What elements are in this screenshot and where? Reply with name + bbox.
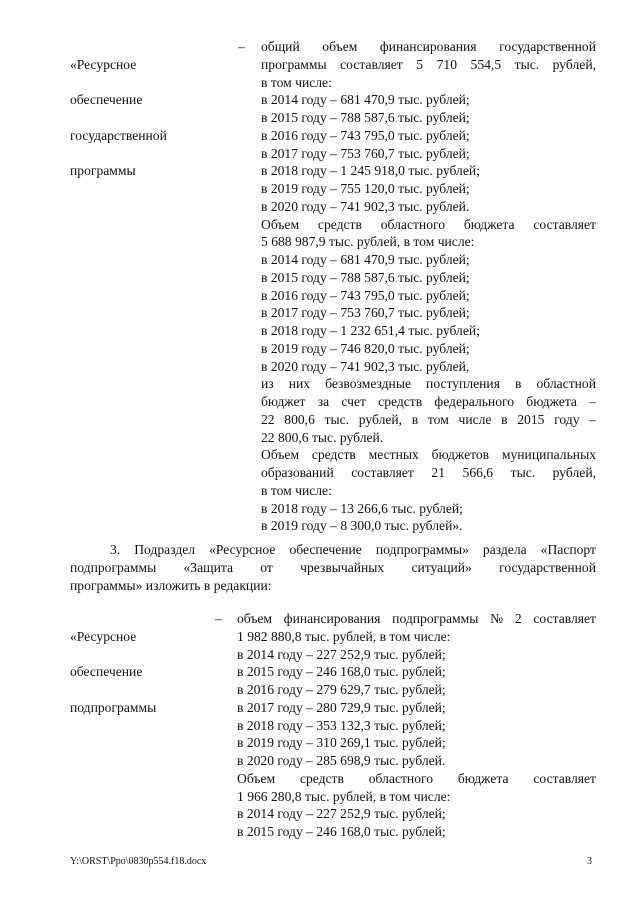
label-line: обеспечение (70, 92, 143, 108)
content-line: в том числе: (261, 74, 332, 90)
content-line: в 2019 году – 755 120,0 тыс. рублей; (261, 181, 470, 196)
content-line: из них безвозмездные поступления в областной (261, 376, 596, 392)
content-line: в 2015 году – 246 168,0 тыс. рублей; (237, 824, 446, 839)
content-line: в 2020 году – 741 902,3 тыс. рублей. (261, 198, 470, 214)
content-line: в 2019 году – 8 300,0 тыс. рублей». (261, 518, 463, 534)
content-line: в 2016 году – 743 795,0 тыс. рублей; (261, 287, 470, 303)
section3-line: программы» изложить в редакции: (70, 577, 272, 593)
content-line: в 2016 году – 743 795,0 тыс. рублей; (261, 127, 470, 143)
content-line: в 2014 году – 227 252,9 тыс. рублей; (237, 806, 446, 822)
block1-label (70, 38, 230, 198)
content-line: в 2015 году – 788 587,6 тыс. рублей; (261, 269, 470, 285)
content-line: бюджет за счет средств федерального бюджета – (261, 394, 596, 409)
content-line: в 2018 году – 1 232 651,4 тыс. рублей; (261, 323, 480, 338)
content-line: в 2019 году – 746 820,0 тыс. рублей; (261, 340, 470, 356)
content-line: в 2014 году – 681 470,9 тыс. рублей; (261, 252, 470, 267)
page-number: 3 (587, 856, 592, 867)
label-dash: – (215, 611, 222, 626)
content-line: общий объем финансирования государственной (261, 39, 596, 54)
content-line: в 2015 году – 246 168,0 тыс. рублей; (237, 664, 446, 680)
content-line: в 2018 году – 1 245 918,0 тыс. рублей; (261, 163, 480, 179)
content-line: в 2017 году – 280 729,9 тыс. рублей; (237, 699, 446, 715)
content-line: в 2015 году – 788 587,6 тыс. рублей; (261, 110, 470, 125)
content-line: в 2017 году – 753 760,7 тыс. рублей; (261, 305, 470, 321)
label-line: «Ресурсное (70, 628, 137, 644)
content-line: в 2014 году – 227 252,9 тыс. рублей; (237, 646, 446, 662)
content-line: в 2014 году – 681 470,9 тыс. рублей; (261, 92, 470, 108)
block2-content (237, 610, 596, 841)
section3-line: подпрограммы «Защита от чрезвычайных ситуаций» государственной (70, 559, 596, 575)
content-line: в 2017 году – 753 760,7 тыс. рублей; (261, 145, 470, 161)
label-line: подпрограммы (70, 699, 157, 715)
block1-content (261, 38, 596, 535)
content-line: в 2020 году – 285 698,9 тыс. рублей. (237, 753, 446, 768)
section3-line: 3. Подраздел «Ресурсное обеспечение подпрограммы» раздела «Паспорт (110, 542, 596, 557)
content-line: Объем средств областного бюджета составляет (261, 216, 596, 232)
content-line: объем финансирования подпрограммы № 2 составляет (237, 611, 596, 626)
label-dash: – (238, 39, 245, 54)
content-line: 1 982 880,8 тыс. рублей, в том числе: (237, 628, 451, 644)
content-line: 22 800,6 тыс. рублей. (261, 429, 384, 445)
content-line: 22 800,6 тыс. рублей, в том числе в 2015 году – (261, 411, 596, 427)
label-line: программы (70, 163, 136, 179)
content-line: 5 688 987,9 тыс. рублей, в том числе: (261, 234, 475, 250)
content-line: Объем средств местных бюджетов муниципальных (261, 447, 596, 463)
label-line: обеспечение (70, 664, 143, 680)
content-line: в 2018 году – 13 266,6 тыс. рублей; (261, 500, 463, 516)
content-line: программы составляет 5 710 554,5 тыс. рублей, (261, 56, 596, 72)
file-path-footer: Y:\ORST\Ppo\0830p554.f18.docx (70, 856, 207, 867)
content-line: в том числе: (261, 482, 332, 498)
label-line: «Ресурсное (70, 56, 137, 72)
section-3-paragraph (70, 541, 596, 594)
content-line: в 2018 году – 353 132,3 тыс. рублей; (237, 717, 446, 733)
label-line: государственной (70, 127, 167, 143)
block2-label (70, 610, 210, 734)
content-line: образований составляет 21 566,6 тыс. рублей, (261, 465, 596, 480)
content-line: в 2016 году – 279 629,7 тыс. рублей; (237, 682, 446, 697)
content-line: в 2020 году – 741 902,3 тыс. рублей, (261, 358, 470, 374)
content-line: Объем средств областного бюджета составляет (237, 770, 596, 786)
content-line: в 2019 году – 310 269,1 тыс. рублей; (237, 735, 446, 751)
content-line: 1 966 280,8 тыс. рублей, в том числе: (237, 788, 451, 804)
